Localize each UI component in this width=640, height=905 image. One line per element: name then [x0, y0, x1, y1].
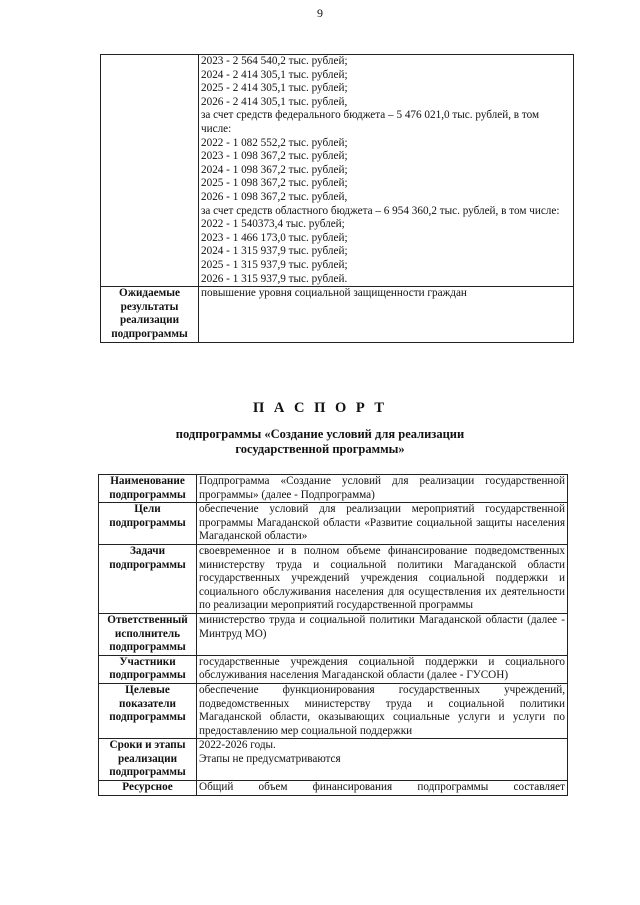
passport-row-resources — [99, 781, 568, 796]
row-label: Ответственный исполнитель подпрограммы — [99, 613, 197, 655]
funding-line: 2024 - 1 098 367,2 тыс. рублей; — [201, 163, 348, 176]
funding-line: за счет средств федерального бюджета – 5 476 021,0 тыс. рублей, в том числе: — [201, 109, 540, 135]
passport-subtitle — [0, 427, 640, 457]
funding-line: 2024 - 2 414 305,1 тыс. рублей; — [201, 68, 348, 81]
funding-line: 2023 - 1 098 367,2 тыс. рублей; — [201, 150, 348, 163]
passport-row-participants — [99, 655, 568, 683]
funding-line: 2023 - 2 564 540,2 тыс. рублей; — [201, 55, 348, 67]
passport-row-name — [99, 475, 568, 503]
row-label: Целевые показатели подпрограммы — [99, 683, 197, 738]
terms-stages: Этапы не предусматриваются — [199, 752, 341, 765]
passport-table — [98, 474, 568, 796]
row-label: Участники подпрограммы — [99, 655, 197, 683]
expected-results-row — [101, 287, 574, 343]
passport-row-terms — [99, 739, 568, 781]
passport-row-tasks — [99, 544, 568, 613]
funding-lines-cell — [199, 55, 574, 287]
passport-row-responsible — [99, 613, 568, 655]
row-value — [197, 739, 568, 781]
funding-line: 2025 - 1 315 937,9 тыс. рублей; — [201, 258, 348, 271]
row-label: Ресурсное — [99, 781, 197, 796]
funding-line: 2026 - 1 098 367,2 тыс. рублей, — [201, 190, 348, 203]
row-value: обеспечение функционирования государственных учреждений, подведомственных министерству труда и социальной политики Магаданской области, оказывающих социальные услуги и услуги по предоставлению мер социальной поддержки — [197, 683, 568, 738]
row-label: Наименование подпрограммы — [99, 475, 197, 503]
funding-line: 2022 - 1 082 552,2 тыс. рублей; — [201, 136, 348, 149]
row-value: государственные учреждения социальной поддержки и социального обслуживания населения Магаданской области (далее - ГУСОН) — [197, 655, 568, 683]
row-value: министерство труда и социальной политики Магаданской области (далее - Минтруд МО) — [197, 613, 568, 655]
expected-results-label: Ожидаемые результаты реализации подпрограммы — [101, 287, 199, 343]
row-value: Общий объем финансирования подпрограммы составляет — [197, 781, 568, 796]
row-value: Подпрограмма «Создание условий для реализации государственной программы» (далее - Подпрограмма) — [197, 475, 568, 503]
passport-subtitle-line1: подпрограммы «Создание условий для реализации — [175, 427, 465, 441]
row-label: Цели подпрограммы — [99, 503, 197, 545]
funding-line: за счет средств областного бюджета – 6 954 360,2 тыс. рублей, в том числе: — [201, 204, 560, 217]
row-label: Сроки и этапы реализации подпрограммы — [99, 739, 197, 781]
passport-row-goals — [99, 503, 568, 545]
funding-line: 2025 - 1 098 367,2 тыс. рублей; — [201, 177, 348, 190]
row-label: Задачи подпрограммы — [99, 544, 197, 613]
terms-years: 2022-2026 годы. — [199, 739, 276, 752]
passport-row-indicators — [99, 683, 568, 738]
page-number: 9 — [317, 6, 323, 20]
funding-line: 2023 - 1 466 173,0 тыс. рублей; — [201, 231, 348, 244]
funding-line: 2022 - 1 540373,4 тыс. рублей; — [201, 218, 345, 231]
funding-line: 2026 - 1 315 937,9 тыс. рублей. — [201, 272, 348, 285]
funding-line: 2025 - 2 414 305,1 тыс. рублей; — [201, 82, 348, 95]
funding-row — [101, 55, 574, 287]
passport-title: П А С П О Р Т — [252, 400, 388, 416]
funding-line: 2026 - 2 414 305,1 тыс. рублей, — [201, 95, 348, 108]
funding-line: 2024 - 1 315 937,9 тыс. рублей; — [201, 245, 348, 258]
passport-subtitle-line2: государственной программы» — [235, 442, 405, 456]
row-value: своевременное и в полном объеме финансирование подведомственных министерству труда и социальной политики Магаданской области государственных учреждений учреждения социальной поддержки и социального обслуживания населения для осуществления их деятельности по реализации мероприятий государственной программы — [197, 544, 568, 613]
funding-table-continued — [100, 54, 574, 343]
funding-label-cell — [101, 55, 199, 287]
row-value: обеспечение условий для реализации мероприятий государственной программы Магаданской области «Развитие социальной защиты населения Магаданской области» — [197, 503, 568, 545]
expected-results-value: повышение уровня социальной защищенности граждан — [199, 287, 574, 343]
